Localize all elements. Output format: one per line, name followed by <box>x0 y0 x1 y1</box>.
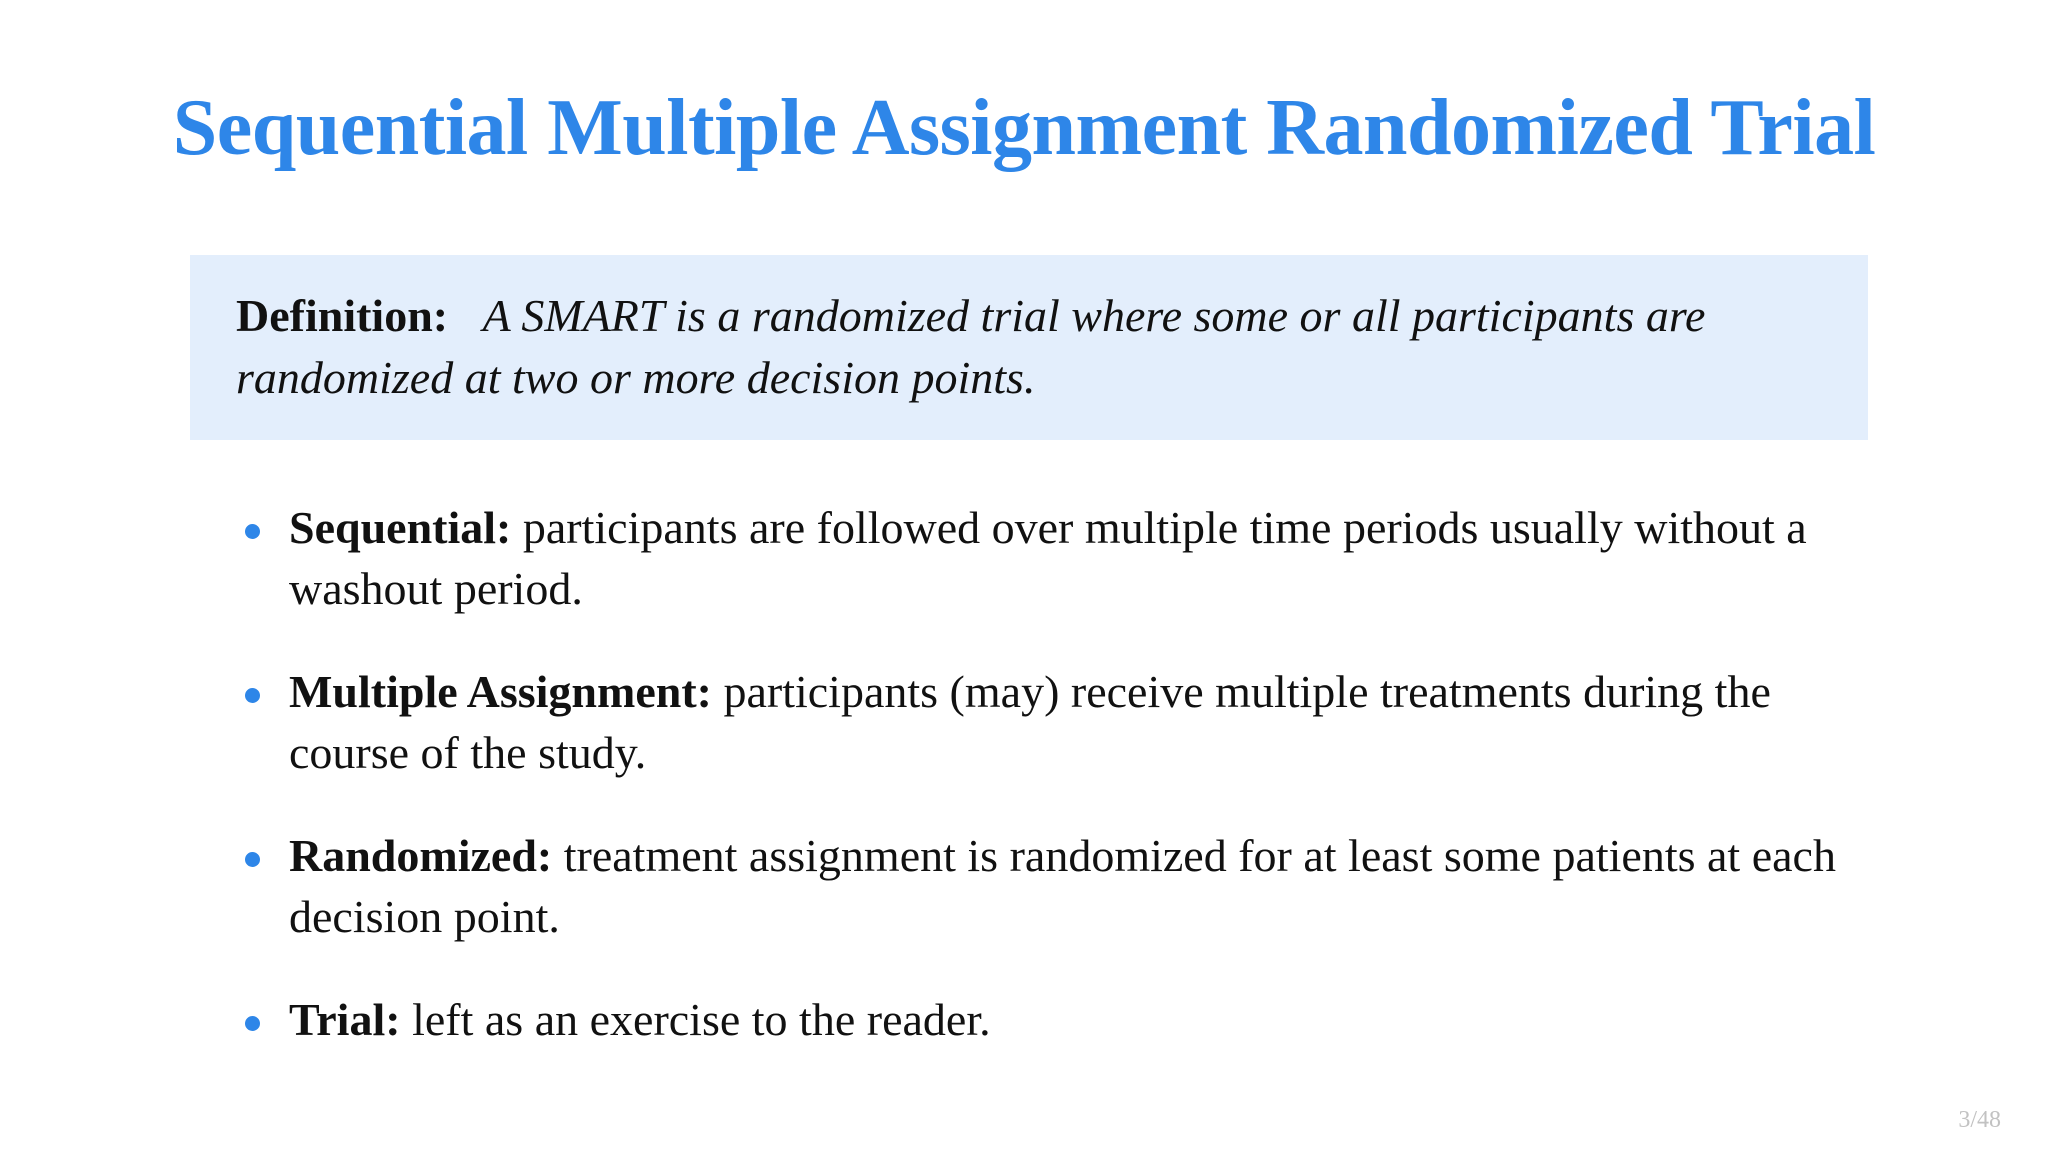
bullet-text: participants are followed over multiple time periods usually without a washout period. <box>289 502 1807 614</box>
definition-label: Definition: <box>236 290 449 341</box>
bullet-text: participants (may) receive multiple treatments during the course of the study. <box>289 666 1771 778</box>
bullet-term: Multiple Assignment: <box>289 666 712 717</box>
bullet-dot-icon <box>245 688 260 703</box>
page-number: 3/48 <box>1958 1107 2001 1133</box>
bullet-text: left as an exercise to the reader. <box>412 994 991 1045</box>
bullet-dot-icon <box>245 1016 260 1031</box>
definition-text: A SMART is a randomized trial where some or all participants are randomized at two or more decision points. <box>236 290 1706 403</box>
bullet-term: Trial: <box>289 994 401 1045</box>
bullet-item-sequential <box>245 497 1885 619</box>
slide-title: Sequential Multiple Assignment Randomized Trial <box>172 84 1876 172</box>
definition-box <box>190 255 1868 440</box>
bullet-item-randomized <box>245 825 1885 947</box>
bullet-term: Randomized: <box>289 830 553 881</box>
bullet-item-multiple-assignment <box>245 661 1885 783</box>
bullet-item-trial <box>245 989 1885 1050</box>
bullet-text: treatment assignment is randomized for at least some patients at each decision point. <box>289 830 1836 942</box>
bullet-list <box>245 497 1885 1092</box>
bullet-dot-icon <box>245 852 260 867</box>
bullet-term: Sequential: <box>289 502 512 553</box>
bullet-dot-icon <box>245 524 260 539</box>
